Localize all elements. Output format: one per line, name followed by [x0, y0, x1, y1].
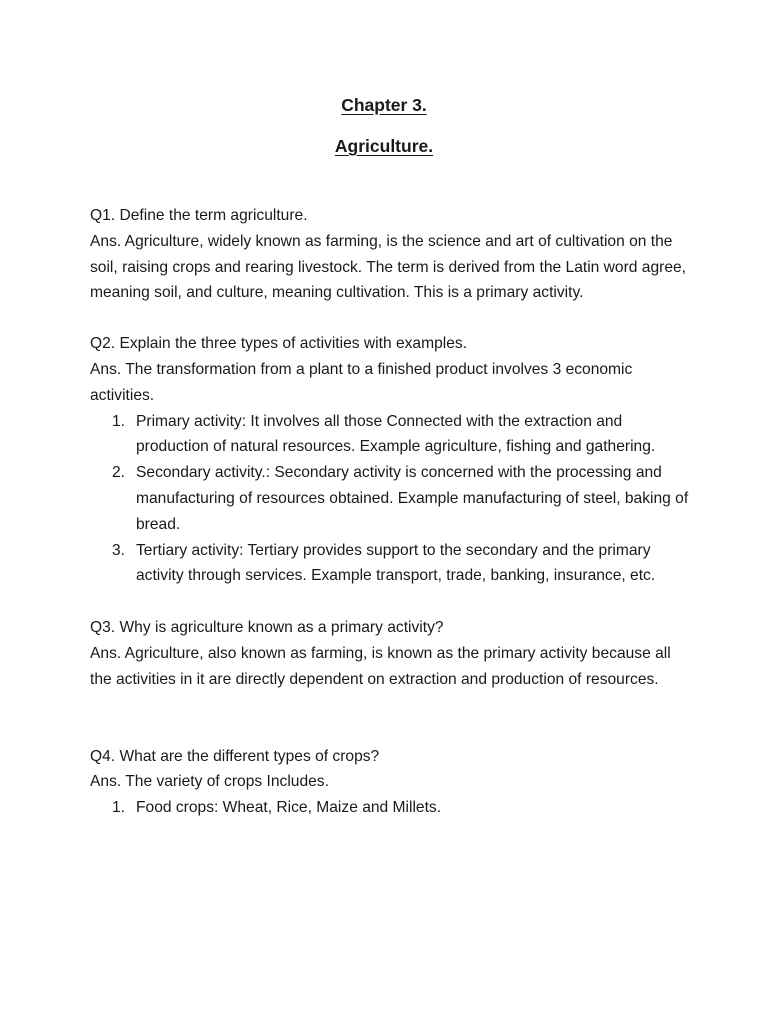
- list-number: 2.: [112, 464, 126, 482]
- answer-1: Ans. Agriculture, widely known as farming, is the science and art of cultivation on the soil, raising crops and rearing livestock. The term is derived from the Latin word agree, meaning soil, and culture, meaning cultivation. This is a primary activity.: [90, 232, 687, 302]
- list-item-text: Food crops: Wheat, Rice, Maize and Millets.: [136, 799, 442, 817]
- list-item-text: Secondary activity.: Secondary activity is concerned with the processing and manufacturing of resources obtained. Example manufacturing of steel, baking of bread.: [136, 464, 689, 533]
- question-3: Q3. Why is agriculture known as a primary activity?: [90, 619, 444, 637]
- list-number: 1.: [112, 412, 126, 430]
- subject-title: Agriculture.: [334, 136, 434, 156]
- question-1: Q1. Define the term agriculture.: [90, 207, 308, 224]
- list-item: [90, 538, 690, 590]
- list-item-text: Tertiary activity: Tertiary provides support to the secondary and the primary activity through services. Example transport, trade, banking, insurance, etc.: [136, 541, 656, 585]
- answer-2: Ans. The transformation from a plant to a finished product involves 3 economic activities.: [90, 360, 633, 404]
- activities-list: [90, 409, 690, 590]
- question-2: Q2. Explain the three types of activities with examples.: [90, 335, 468, 353]
- list-item: [90, 460, 690, 537]
- list-number: 3.: [112, 541, 126, 559]
- chapter-title: Chapter 3.: [341, 95, 427, 115]
- crops-list: [90, 795, 690, 821]
- list-item: [90, 409, 690, 461]
- question-4: Q4. What are the different types of crops?: [90, 747, 380, 765]
- answer-4: Ans. The variety of crops Includes.: [90, 773, 329, 791]
- list-item-text: Primary activity: It involves all those Connected with the extraction and production of natural resources. Example agriculture, fishing and gathering.: [136, 412, 656, 456]
- answer-3: Ans. Agriculture, also known as farming, is known as the primary activity because all the activities in it are directly dependent on extraction and production of resources.: [90, 644, 671, 688]
- document-body: [90, 203, 690, 821]
- list-item: [90, 795, 690, 821]
- list-number: 1.: [112, 799, 126, 817]
